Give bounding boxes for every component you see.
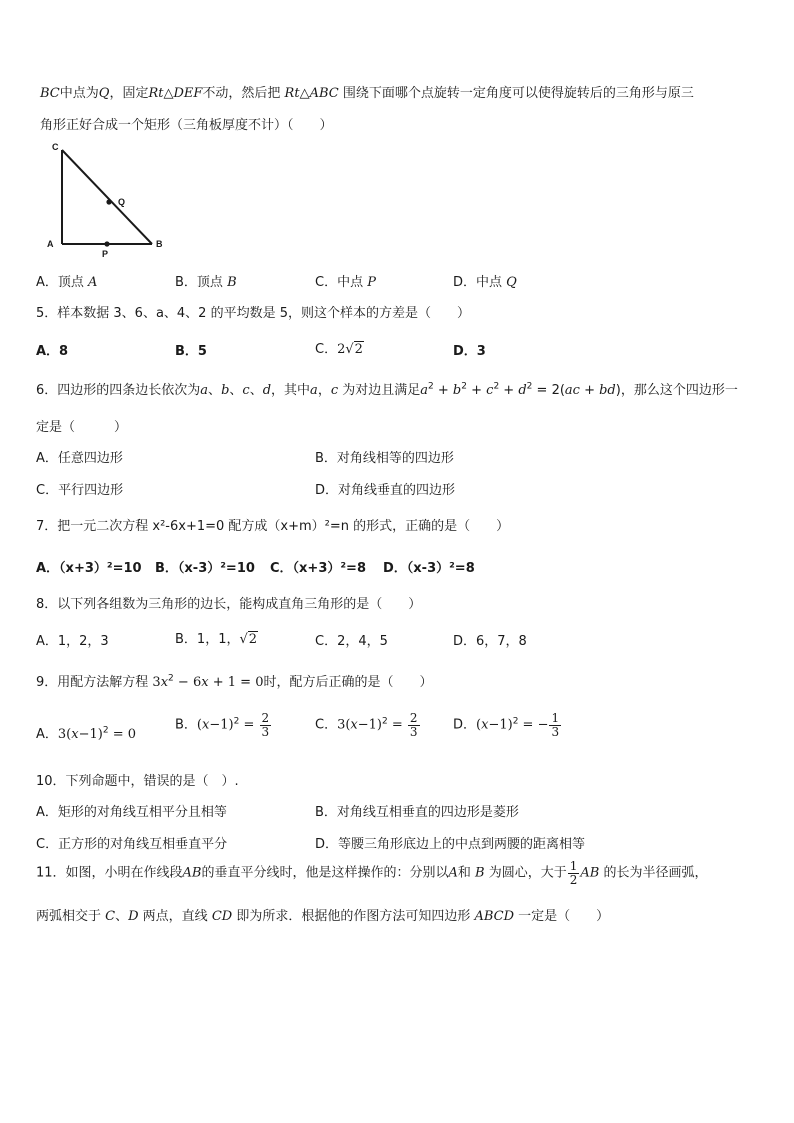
q10-stem: 10．下列命题中，错误的是（ ）. <box>36 774 239 789</box>
label-q: Q <box>118 197 126 207</box>
q7-option-c[interactable]: C．（x+3）²=8 <box>270 561 366 576</box>
q8-option-c[interactable]: C．2，4，5 <box>315 634 388 649</box>
point-p <box>104 241 109 246</box>
q7-option-d[interactable]: D．（x-3）²=8 <box>383 561 475 576</box>
q10-option-c[interactable]: C．正方形的对角线互相垂直平分 <box>36 837 228 852</box>
q6-option-b[interactable]: B．对角线相等的四边形 <box>315 451 454 466</box>
q4-option-c[interactable]: C．中点 P <box>315 275 376 290</box>
point-q <box>106 199 111 204</box>
label-a: A <box>47 239 54 249</box>
q6-option-d[interactable]: D．对角线垂直的四边形 <box>315 483 456 498</box>
q9-option-d[interactable]: D．$(x-1)^2$ = − $\frac{1}{3}$ <box>453 711 560 739</box>
q11-stem-line1: 11．如图，小明在作线段AB的垂直平分线时，他是这样操作的：分别以A和 B 为圆心，大于 $\frac{1}{2}$ AB 的长为半径画弧， <box>36 859 708 887</box>
q4-option-d[interactable]: D．中点 Q <box>453 275 517 290</box>
q6-stem-line2: 定是（ ） <box>36 420 128 435</box>
q8-option-a[interactable]: A．1，2，3 <box>36 634 109 649</box>
q6-option-a[interactable]: A．任意四边形 <box>36 451 123 466</box>
triangle-figure <box>40 138 180 260</box>
q9-option-a[interactable]: A．$3(x-1)^2 = 0$ <box>36 725 137 742</box>
label-c: C <box>52 142 59 152</box>
q7-option-b[interactable]: B．（x-3）²=10 <box>155 561 255 576</box>
q5-option-d[interactable]: D．3 <box>453 344 486 359</box>
q4-option-b[interactable]: B．顶点 B <box>175 275 237 290</box>
q10-option-a[interactable]: A．矩形的对角线互相平分且相等 <box>36 805 227 820</box>
q11-stem-line2: 两弧相交于 C、D 两点，直线 CD 即为所求．根据他的作图方法可知四边形 ABCD 一定是（ ） <box>36 909 610 924</box>
q7-option-a[interactable]: A．（x+3）²=10 <box>36 561 142 576</box>
q5-option-c[interactable]: C．2√2 <box>315 342 363 357</box>
label-b: B <box>156 239 163 249</box>
q7-stem: 7．把一元二次方程 x²-6x+1=0 配方成（x+m）²=n 的形式，正确的是（ ） <box>36 519 510 534</box>
q8-option-b[interactable]: B．1，1，√2 <box>175 632 258 647</box>
q5-stem: 5．样本数据 3、6、a、4、2 的平均数是 5，则这个样本的方差是（ ） <box>36 306 470 321</box>
label-p: P <box>102 249 109 259</box>
q5-option-a[interactable]: A．8 <box>36 344 69 359</box>
q9-option-c[interactable]: C．$3(x-1)^2$ = $\frac{2}{3}$ <box>315 711 418 739</box>
q6-option-c[interactable]: C．平行四边形 <box>36 483 124 498</box>
q8-stem: 8．以下列各组数为三角形的边长，能构成直角三角形的是（ ） <box>36 597 422 612</box>
q4-option-a[interactable]: A．顶点 A <box>36 275 98 290</box>
q4-stem-line1: BC中点为Q，固定Rt△DEF不动，然后把 Rt△ABC 围绕下面哪个点旋转一定角度可以使得旋转后的三角形与原三 <box>40 86 694 101</box>
q9-option-b[interactable]: B．$(x-1)^2$ = $\frac{2}{3}$ <box>175 711 270 739</box>
q9-stem: 9．用配方法解方程 $3x^2 - 6x + 1 = 0$时，配方后正确的是（ ） <box>36 673 433 690</box>
q10-option-b[interactable]: B．对角线互相垂直的四边形是菱形 <box>315 805 519 820</box>
q4-stem-line2: 角形正好合成一个矩形（三角板厚度不计）（ ） <box>40 118 333 133</box>
q5-option-b[interactable]: B．5 <box>175 344 207 359</box>
side-cb <box>62 150 152 244</box>
q8-option-d[interactable]: D．6，7，8 <box>453 634 527 649</box>
q6-stem-line1: 6．四边形的四条边长依次为a、b、c、d，其中a，c 为对边且满足$a^2 + b^2 + c^2 + d^2 = 2(ac + bd)$，那么这个四边形一 <box>36 381 738 398</box>
q10-option-d[interactable]: D．等腰三角形底边上的中点到两腰的距离相等 <box>315 837 586 852</box>
